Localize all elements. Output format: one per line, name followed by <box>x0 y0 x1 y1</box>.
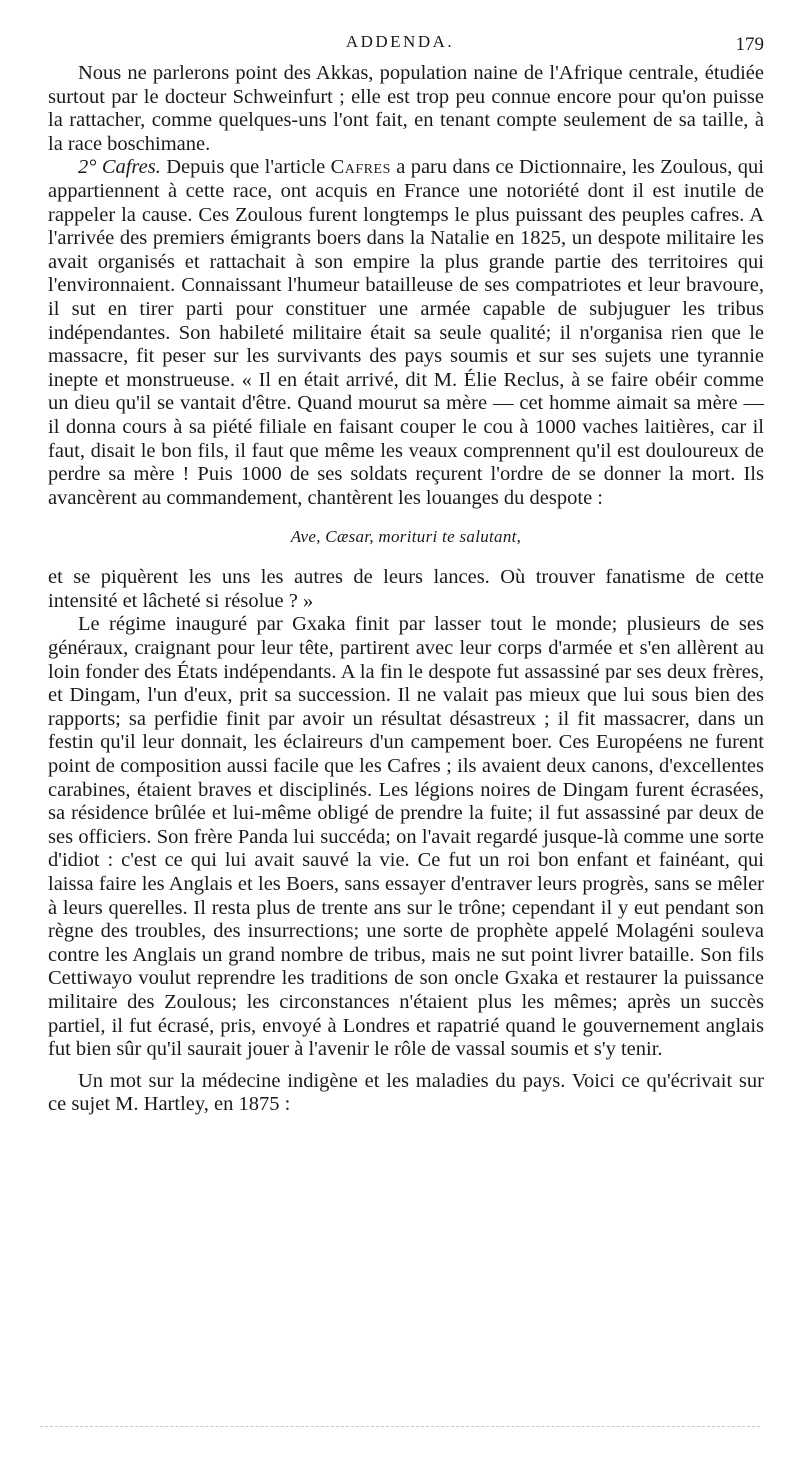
section-heading-cafres: 2° Cafres. <box>78 156 161 179</box>
paragraph-gxaka-regime: Le régime inauguré par Gxaka finit par lasser tout le monde; plusieurs de ses généraux, craignant pour leur tête, partirent avec leur corps d'armée et s'en allèrent au loin fonder des États indépendants. A la fin le despote fut assassiné par ses deux frères, et Dingam, l'un d'eux, prit sa succession. Il ne valait pas mieux que lui sous bien des rapports; sa perfidie finit par avoir un résultat désastreux ; il fit massacrer, dans un festin qu'il leur donnait, les éclaireurs d'un campement boer. Ces Européens ne furent point de composition aussi facile que les Cafres ; ils avaient deux canons, d'excellentes carabines, étaient braves et disciplinés. Les légions noires de Dingam furent écrasées, sa résidence brûlée et lui-même obligé de prendre la fuite; il fut assassiné par deux de ses officiers. Son frère Panda lui succéda; on l'avait regardé jusque-là comme une sorte d'idiot : c'est ce qui lui avait sauvé la vie. Ce fut un roi bon enfant et fainéant, qui laissa faire les Anglais et les Boers, sans essayer d'entraver leurs progrès, sans se mêler à leurs querelles. Il resta plus de trente ans sur le trône; cependant il y eut pendant son règne des troubles, des insurrections; une sorte de prophète appelé Molagéni souleva contre les Anglais un grand nombre de tribus, mais ne sut point livrer bataille. Son fils Cettiwayo voulut reprendre les traditions de son oncle Gxaka et restaurer la puissance militaire des Zoulous; les circonstances n'étaient plus les mêmes; après un succès partiel, il fut écrasé, pris, envoyé à Londres et rapatrié quand le gouvernement anglais fut bien sûr qu'il saurait jouer à l'avenir le rôle de vassal soumis et s'y tenir. <box>48 613 764 1061</box>
paragraph-medecine: Un mot sur la médecine indigène et les maladies du pays. Voici ce qu'écrivait sur ce sujet M. Hartley, en 1875 : <box>48 1069 764 1116</box>
paragraph-cafres-part-a: Depuis que l'article <box>160 156 331 179</box>
paragraph-continuation: et se piquèrent les uns les autres de leurs lances. Où trouver fanatisme de cette intensité et lâcheté si résolue ? » <box>48 566 764 612</box>
latin-quote: Ave, Cæsar, morituri te salutant, <box>290 527 522 547</box>
paragraph-cafres <box>48 156 764 510</box>
paragraph-cafres-part-b: a paru dans ce Dictionnaire, les Zoulous, qui appartiennent à cette race, ont acquis en France une notoriété dont il est inutile de rappeler la cause. Ces Zoulous furent longtemps le plus puissant des peuples cafres. A l'arrivée des premiers émigrants boers dans la Natalie en 1825, un despote militaire les avait organisés et rattachait à son empire la plus grande partie des territoires qui l'environnaient. Connaissant l'humeur batailleuse de ses compatriotes et leur bravoure, il sut en tirer parti pour constituer une armée capable de subjuguer les tribus indépendantes. Son habileté militaire était sa seule qualité; il n'organisa rien que le massacre, fit peser sur les survivants des pays soumis et sur ses sujets une tyrannie inepte et monstrueuse. « Il en était arrivé, dit M. Élie Reclus, à se faire obéir comme un dieu qu'il se vantait d'être. Quand mourut sa mère — cet homme aimait sa mère — il donna cours à sa piété filiale en faisant couper le cou à 1000 vaches laitières, car il faut, disait le bon fils, il faut que même les veaux comprennent qu'il est douloureux de perdre sa mère ! Puis 1000 de ses soldats reçurent l'ordre de se donner la mort. Ils avancèrent au commandement, chantèrent les louanges du despote : <box>48 156 764 509</box>
running-title: ADDENDA. <box>345 32 455 51</box>
body-text <box>48 62 764 1117</box>
paragraph-akkas: Nous ne parlerons point des Akkas, population naine de l'Afrique centrale, étudiée surtout par le docteur Schweinfurt ; elle est trop peu connue encore pour qu'on puisse la rattacher, comme quelques-uns l'ont fait, en tenant compte seulement de sa taille, à la race boschimane. <box>48 62 764 155</box>
article-reference-cafres: Cafres <box>330 156 391 179</box>
footer-rule <box>40 1426 760 1427</box>
page-number: 179 <box>735 34 764 55</box>
running-head <box>0 32 800 54</box>
